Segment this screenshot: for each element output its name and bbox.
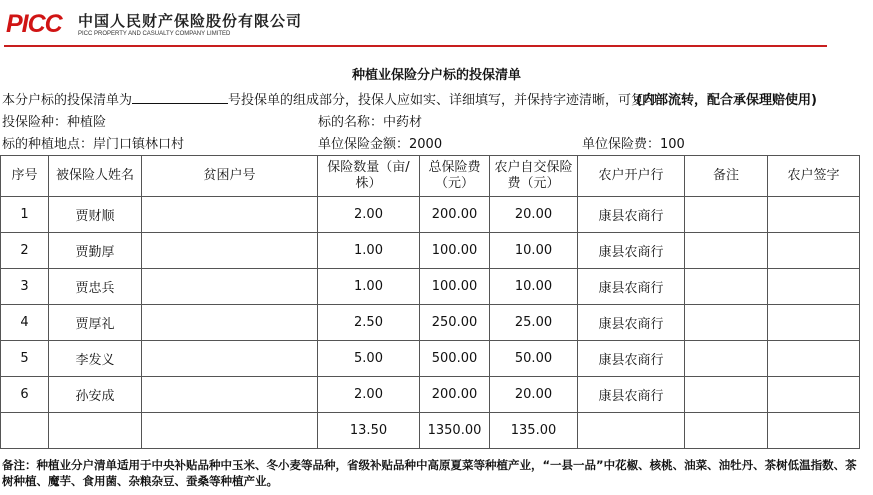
row-signature	[768, 377, 860, 413]
table-row	[1, 305, 860, 341]
table-row	[1, 341, 860, 377]
row-remark	[685, 305, 768, 341]
header-total-premium: 总保险费（元）	[420, 156, 490, 197]
row-bank: 康县农商行	[578, 377, 685, 413]
intro-prefix: 本分户标的投保清单为	[2, 93, 133, 108]
row-quantity: 2.50	[318, 305, 420, 341]
row-no: 2	[1, 233, 49, 269]
insured-list-table	[0, 155, 860, 449]
header-remark: 备注	[685, 156, 768, 197]
insurance-type: 投保险种：种植险	[2, 115, 107, 130]
unit-amount: 单位保险金额：2000	[318, 137, 443, 152]
company-logo	[6, 4, 316, 42]
row-no: 6	[1, 377, 49, 413]
row-self-premium: 25.00	[490, 305, 578, 341]
totals-empty-cell	[578, 413, 685, 449]
totals-row	[1, 413, 860, 449]
totals-empty-cell	[685, 413, 768, 449]
row-name: 贾勤厚	[49, 233, 142, 269]
row-name: 李发义	[49, 341, 142, 377]
total-self-premium-sum: 135.00	[490, 413, 578, 449]
row-bank: 康县农商行	[578, 305, 685, 341]
row-name: 贾忠兵	[49, 269, 142, 305]
row-total-premium: 250.00	[420, 305, 490, 341]
company-name-en: PICC PROPERTY AND CASUALTY COMPANY LIMITED	[78, 31, 231, 37]
table-row	[1, 269, 860, 305]
total-premium-sum: 1350.00	[420, 413, 490, 449]
row-poverty-id	[142, 233, 318, 269]
document-title: 种植业保险分户标的投保清单	[351, 68, 521, 83]
company-name-cn: 中国人民财产保险股份有限公司	[78, 12, 303, 30]
header-bank: 农户开户行	[578, 156, 685, 197]
header-self-premium: 农户自交保险费（元）	[490, 156, 578, 197]
subject-name: 标的名称：中药材	[318, 115, 423, 130]
row-no: 5	[1, 341, 49, 377]
header-name: 被保险人姓名	[49, 156, 142, 197]
header-divider	[4, 45, 827, 47]
row-signature	[768, 269, 860, 305]
row-signature	[768, 341, 860, 377]
row-signature	[768, 197, 860, 233]
header-no: 序号	[1, 156, 49, 197]
row-name: 贾厚礼	[49, 305, 142, 341]
intro-middle: 号投保单的组成部分，投保人应如实、详细填写，并保持字迹清晰，可复印	[228, 93, 658, 108]
totals-empty-cell	[49, 413, 142, 449]
table-row	[1, 377, 860, 413]
row-quantity: 1.00	[318, 233, 420, 269]
table-row	[1, 197, 860, 233]
row-self-premium: 10.00	[490, 269, 578, 305]
total-quantity: 13.50	[318, 413, 420, 449]
table-header-row	[1, 156, 860, 197]
row-signature	[768, 233, 860, 269]
row-remark	[685, 377, 768, 413]
totals-empty-cell	[1, 413, 49, 449]
header-poverty-id: 贫困户号	[142, 156, 318, 197]
row-total-premium: 100.00	[420, 269, 490, 305]
row-self-premium: 20.00	[490, 197, 578, 233]
row-self-premium: 20.00	[490, 377, 578, 413]
row-poverty-id	[142, 269, 318, 305]
row-signature	[768, 305, 860, 341]
header-quantity: 保险数量（亩/株）	[318, 156, 420, 197]
unit-premium: 单位保险费：100	[582, 137, 685, 152]
policy-number-blank	[132, 91, 228, 104]
row-self-premium: 50.00	[490, 341, 578, 377]
row-no: 4	[1, 305, 49, 341]
intro-line	[2, 89, 657, 108]
table-row	[1, 233, 860, 269]
row-total-premium: 100.00	[420, 233, 490, 269]
row-bank: 康县农商行	[578, 269, 685, 305]
row-bank: 康县农商行	[578, 341, 685, 377]
footnote: 备注：种植业分户清单适用于中央补贴品种中玉米、冬小麦等品种，省级补贴品种中高原夏菜等种植产业，“一县一品”中花椒、核桃、油菜、油牡丹、茶树低温指数、茶树种植、魔芋、食用菌、杂粮杂豆、蚕桑等种植产业。	[2, 458, 857, 488]
row-quantity: 1.00	[318, 269, 420, 305]
row-no: 3	[1, 269, 49, 305]
picc-logo-mark: PICC	[6, 10, 62, 38]
row-no: 1	[1, 197, 49, 233]
row-total-premium: 500.00	[420, 341, 490, 377]
row-total-premium: 200.00	[420, 377, 490, 413]
row-poverty-id	[142, 341, 318, 377]
row-quantity: 2.00	[318, 197, 420, 233]
row-poverty-id	[142, 305, 318, 341]
row-quantity: 5.00	[318, 341, 420, 377]
totals-empty-cell	[142, 413, 318, 449]
row-remark	[685, 269, 768, 305]
row-bank: 康县农商行	[578, 197, 685, 233]
row-total-premium: 200.00	[420, 197, 490, 233]
row-name: 孙安成	[49, 377, 142, 413]
row-remark	[685, 341, 768, 377]
row-poverty-id	[142, 377, 318, 413]
row-bank: 康县农商行	[578, 233, 685, 269]
row-name: 贾财顺	[49, 197, 142, 233]
header-signature: 农户签字	[768, 156, 860, 197]
row-quantity: 2.00	[318, 377, 420, 413]
row-remark	[685, 233, 768, 269]
totals-empty-cell	[768, 413, 860, 449]
row-poverty-id	[142, 197, 318, 233]
row-remark	[685, 197, 768, 233]
row-self-premium: 10.00	[490, 233, 578, 269]
planting-location: 标的种植地点：岸门口镇林口村	[2, 137, 185, 152]
intro-suffix: (内部流转，配合承保理赔使用)	[636, 93, 817, 108]
